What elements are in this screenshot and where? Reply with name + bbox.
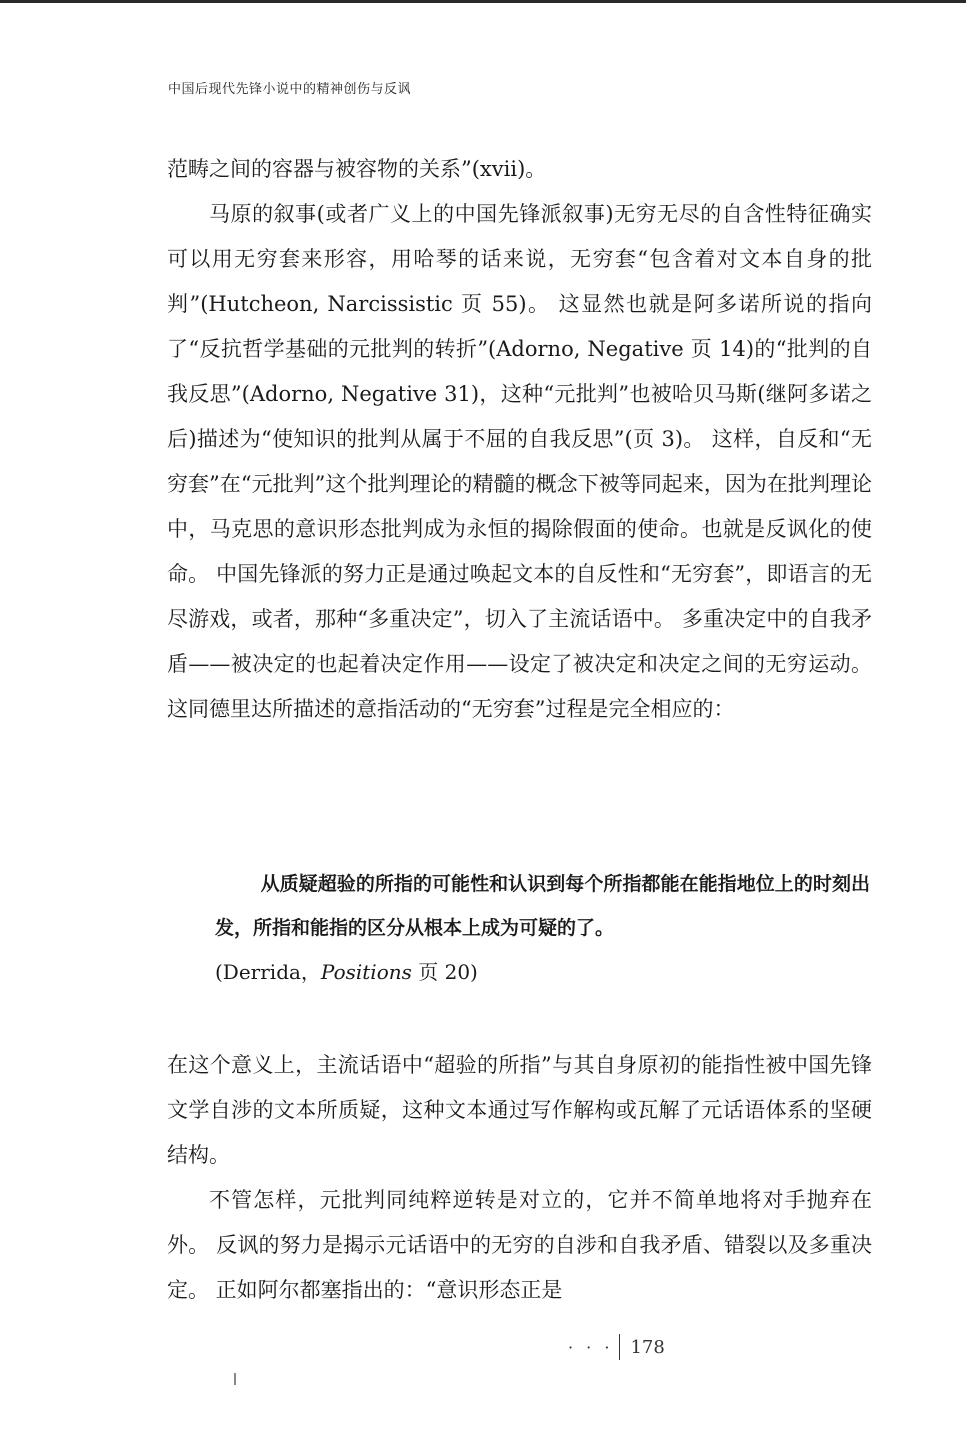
main-text-block <box>167 147 872 732</box>
citation-prefix: (Derrida， <box>215 960 321 984</box>
footer-dots: · · · <box>568 1337 614 1357</box>
scan-artifact-mark <box>234 1373 236 1385</box>
footer-separator <box>619 1334 620 1360</box>
citation-work-title: Positions <box>320 960 412 984</box>
citation-suffix: 页 20) <box>411 960 478 984</box>
block-quote-text: 从质疑超验的所指的可能性和认识到每个所指都能在能指地位上的时刻出发，所指和能指的区分从根本上成为可疑的了。 <box>215 873 870 939</box>
top-rule <box>0 0 966 3</box>
paragraph-irony: 不管怎样，元批判同纯粹逆转是对立的，它并不简单地将对手抛弃在外。 反讽的努力是揭示元话语中的无穷的自涉和自我矛盾、错裂以及多重决定。 正如阿尔都塞指出的：“意识形态正是 <box>167 1188 872 1302</box>
block-quote <box>215 862 870 994</box>
main-text-block-2 <box>167 1043 872 1313</box>
paragraph-transcendental-signified: 在这个意义上，主流话语中“超验的所指”与其自身原初的能指性被中国先锋文学自涉的文本所质疑，这种文本通过写作解构或瓦解了元话语体系的坚硬结构。 <box>167 1053 872 1167</box>
running-header: 中国后现代先锋小说中的精神创伤与反讽 <box>168 82 412 97</box>
paragraph-metacritique: 马原的叙事(或者广义上的中国先锋派叙事)无穷无尽的自含性特征确实可以用无穷套来形容，用哈琴的话来说，无穷套“包含着对文本自身的批判”(Hutcheon, Narcissistic 页 55)。 这显然也就是阿多诺所说的指向了“反抗哲学基础的元批判的转折”(Adorno, Negative 页 14)的“批判的自我反思”(Adorno, Negative 31)，这种“元批判”也被哈贝马斯(继阿多诺之后)描述为“使知识的批判从属于不屈的自我反思”(页 3)。 这样，自反和“无穷套”在“元批判”这个批判理论的精髓的概念下被等同起来，因为在批判理论中，马克思的意识形态批判成为永恒的揭除假面的使命。也就是反讽化的使命。 中国先锋派的努力正是通过唤起文本的自反性和“无穷套”，即语言的无尽游戏，或者，那种“多重决定”，切入了主流话语中。 多重决定中的自我矛盾——被决定的也起着决定作用——设定了被决定和决定之间的无穷运动。 这同德里达所描述的意指活动的“无穷套”过程是完全相应的： <box>167 202 872 721</box>
page-footer <box>568 1334 665 1360</box>
page-number: 178 <box>630 1336 665 1358</box>
block-quote-citation <box>215 950 870 994</box>
paragraph-continuation: 范畴之间的容器与被容物的关系”(xvii)。 <box>167 157 547 181</box>
